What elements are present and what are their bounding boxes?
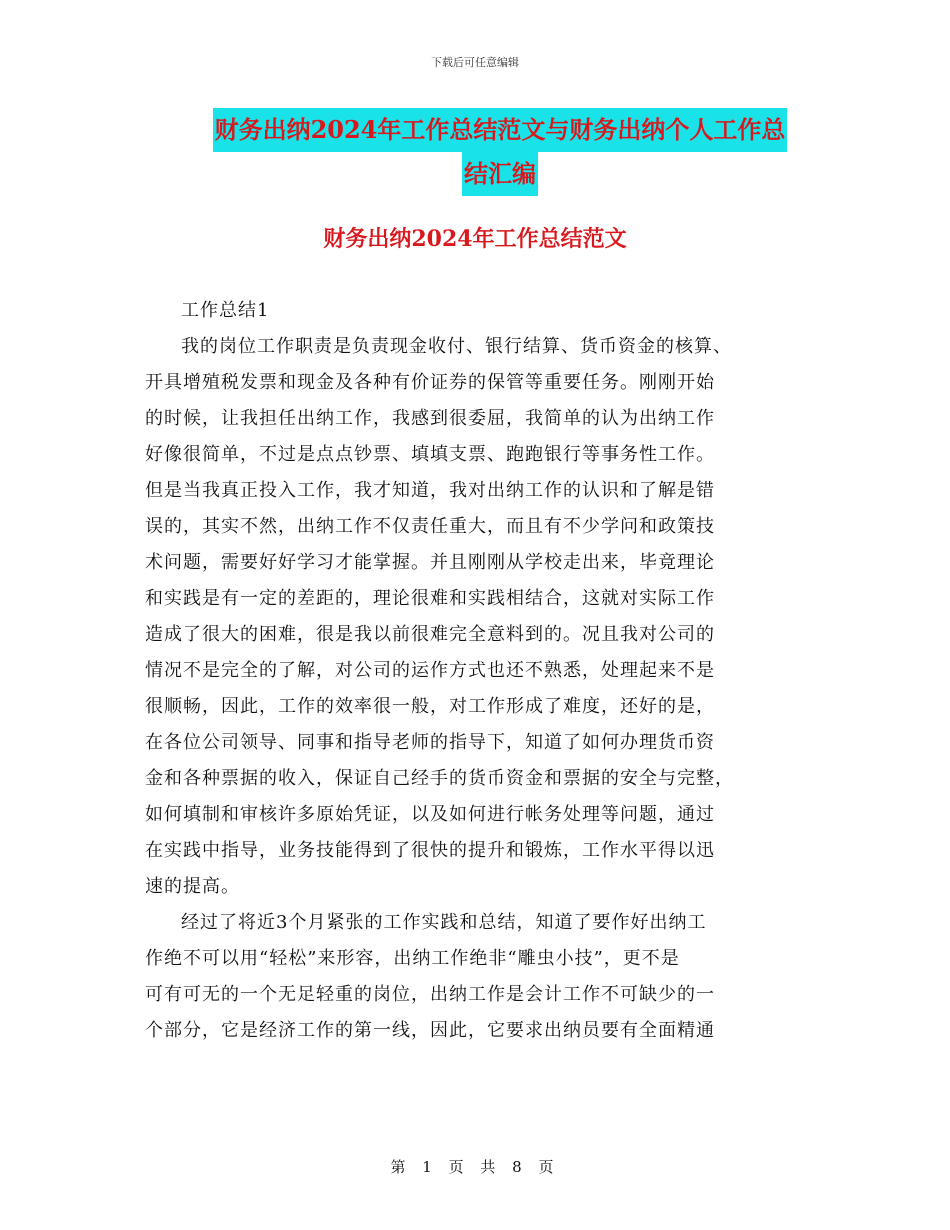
paragraph-line: 速的提高。 — [145, 876, 240, 897]
paragraph-line: 造成了很大的困难，很是我以前很难完全意料到的。况且我对公司的 — [145, 624, 715, 645]
document-title-line-2: 结汇编 — [462, 152, 538, 196]
document-title-line-1: 财务出纳2024年工作总结范文与财务出纳个人工作总 — [213, 108, 788, 152]
paragraph-line: 作绝不可以用“轻松”来形容，出纳工作绝非“雕虫小技”，更不是 — [145, 948, 680, 969]
paragraph-line: 好像很简单，不过是点点钞票、填填支票、跑跑银行等事务性工作。 — [145, 444, 715, 465]
section-title: 财务出纳2024年工作总结范文 — [323, 226, 627, 252]
paragraph-line: 误的，其实不然，出纳工作不仅责任重大，而且有不少学问和政策技 — [145, 516, 715, 537]
paragraph-line: 开具增殖税发票和现金及各种有价证券的保管等重要任务。刚刚开始 — [145, 372, 715, 393]
paragraph-line: 经过了将近3个月紧张的工作实践和总结，知道了要作好出纳工 — [181, 912, 707, 933]
paragraph-line: 金和各种票据的收入，保证自己经手的货币资金和票据的安全与完整， — [145, 768, 734, 789]
paragraph — [145, 329, 810, 905]
paragraph-line: 情况不是完全的了解，对公司的运作方式也还不熟悉，处理起来不是 — [145, 660, 715, 681]
document-title — [150, 108, 850, 196]
paragraph-line: 和实践是有一定的差距的，理论很难和实践相结合，这就对实际工作 — [145, 588, 715, 609]
document-body — [145, 293, 810, 1049]
paragraph — [145, 905, 810, 1049]
paragraph-line: 的时候，让我担任出纳工作，我感到很委屈，我简单的认为出纳工作 — [145, 408, 715, 429]
subheading: 工作总结1 — [181, 300, 270, 321]
paragraph-line: 如何填制和审核许多原始凭证，以及如何进行帐务处理等问题，通过 — [145, 804, 715, 825]
paragraph-line: 术问题，需要好好学习才能掌握。并且刚刚从学校走出来，毕竟理论 — [145, 552, 715, 573]
paragraph-line: 在实践中指导，业务技能得到了很快的提升和锻炼，工作水平得以迅 — [145, 840, 715, 861]
header-note: 下载后可任意编辑 — [431, 56, 519, 69]
paragraph-line: 个部分，它是经济工作的第一线，因此，它要求出纳员要有全面精通 — [145, 1020, 715, 1041]
paragraph-line: 可有可无的一个无足轻重的岗位，出纳工作是会计工作不可缺少的一 — [145, 984, 715, 1005]
paragraph-line: 但是当我真正投入工作，我才知道，我对出纳工作的认识和了解是错 — [145, 480, 715, 501]
paragraph-line: 在各位公司领导、同事和指导老师的指导下，知道了如何办理货币资 — [145, 732, 715, 753]
paragraph-line: 很顺畅，因此，工作的效率很一般，对工作形成了难度，还好的是， — [145, 696, 715, 717]
paragraph-line: 我的岗位工作职责是负责现金收付、银行结算、货币资金的核算、 — [181, 336, 732, 357]
page-footer: 第 1 页 共 8 页 — [390, 1158, 560, 1176]
